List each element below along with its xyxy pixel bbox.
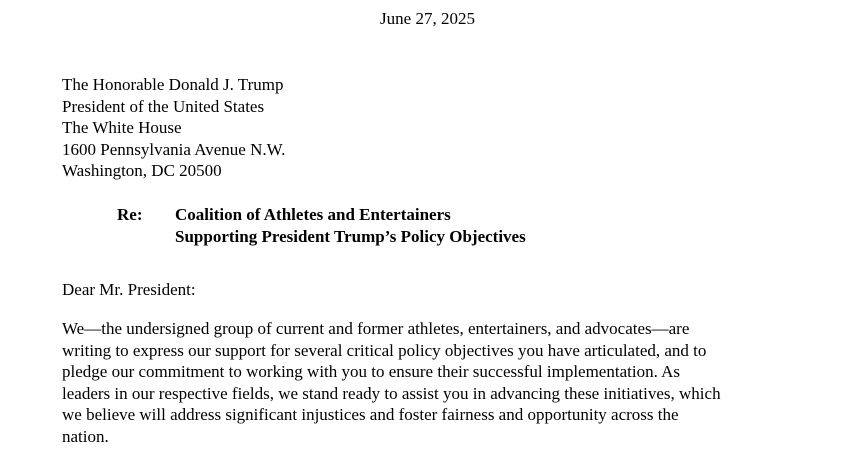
salutation: Dear Mr. President: [62, 280, 196, 299]
body-line: We—the undersigned group of current and former athletes, entertainers, and advocates—are [62, 319, 690, 338]
body-line: we believe will address significant injustices and foster fairness and opportunity across the [62, 405, 679, 425]
subject-label: Re: [117, 205, 143, 224]
subject-line: Supporting President Trump’s Policy Objectives [175, 227, 526, 246]
recipient-name: The Honorable Donald J. Trump [62, 75, 284, 94]
body-line: nation. [62, 426, 109, 446]
recipient-organization: The White House [62, 118, 182, 137]
recipient-city: Washington, DC 20500 [62, 161, 222, 180]
recipient-address [62, 74, 285, 182]
subject-line: Coalition of Athletes and Entertainers [175, 205, 451, 224]
body-paragraph [62, 318, 807, 448]
letter-date: June 27, 2025 [380, 9, 475, 28]
recipient-title: President of the United States [62, 96, 265, 116]
body-line: pledge our commitment to working with you to ensure their successful implementation. As [62, 362, 681, 382]
recipient-street: 1600 Pennsylvania Avenue N.W. [62, 139, 286, 159]
body-line: writing to express our support for several critical policy objectives you have articulated, and to [62, 340, 707, 360]
body-line: leaders in our respective fields, we stand ready to assist you in advancing these initiatives, which [62, 383, 721, 403]
subject-lines [175, 204, 526, 248]
